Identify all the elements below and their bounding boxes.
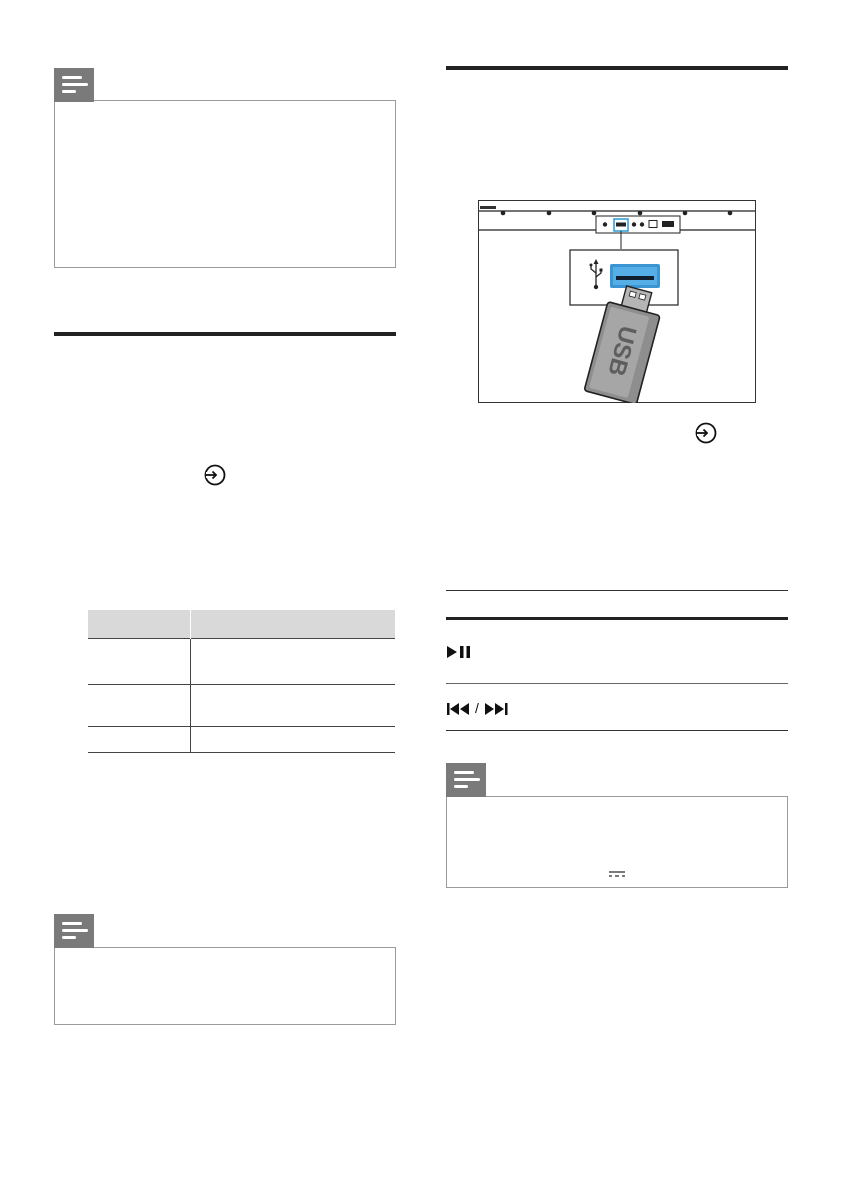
usb-stick-label: USB	[602, 322, 642, 379]
table-cell	[191, 639, 396, 685]
table-cell	[191, 685, 396, 727]
note-icon	[446, 763, 486, 797]
source-icon	[694, 421, 718, 445]
controls-table-top-rule	[446, 590, 788, 591]
controls-row-divider	[446, 683, 788, 684]
next-icon	[484, 702, 510, 716]
table-row	[88, 727, 395, 753]
table-header-row	[88, 610, 395, 639]
note-box-1	[54, 100, 396, 268]
play-pause-icon	[446, 645, 474, 659]
usb-connection-illustration	[478, 200, 756, 403]
table-row	[88, 685, 395, 727]
note-icon	[54, 68, 94, 102]
controls-table-bottom-rule	[446, 730, 788, 731]
previous-icon	[446, 702, 472, 716]
source-table	[88, 610, 395, 753]
table-cell	[88, 639, 191, 685]
note-box-2	[54, 947, 396, 1025]
table-cell	[88, 727, 191, 753]
slash-separator: /	[475, 700, 479, 716]
table-header-cell	[88, 610, 191, 639]
section-rule-left	[54, 332, 396, 336]
table-cell	[191, 727, 396, 753]
section-rule-right	[446, 66, 788, 70]
table-header-cell	[191, 610, 396, 639]
controls-table-header-rule	[446, 617, 788, 620]
table-row	[88, 639, 395, 685]
source-icon	[203, 463, 227, 487]
note-icon	[54, 914, 94, 948]
direct-current-icon	[608, 870, 626, 878]
table-cell	[88, 685, 191, 727]
